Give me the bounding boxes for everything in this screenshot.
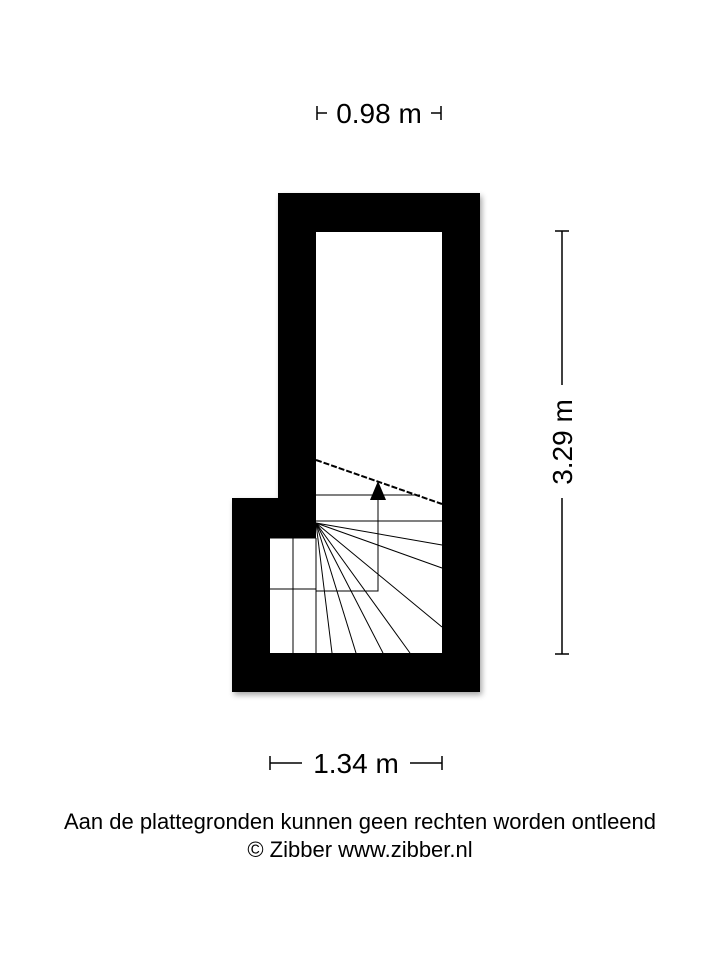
dimension-top-label: 0.98 m	[336, 98, 422, 129]
dimension-bottom-label: 1.34 m	[313, 748, 399, 779]
dimension-right-label: 3.29 m	[547, 399, 578, 485]
copyright-text: © Zibber www.zibber.nl	[247, 837, 473, 862]
disclaimer-text: Aan de plattegronden kunnen geen rechten worden ontleend	[63, 809, 657, 834]
room-interior	[316, 232, 442, 653]
